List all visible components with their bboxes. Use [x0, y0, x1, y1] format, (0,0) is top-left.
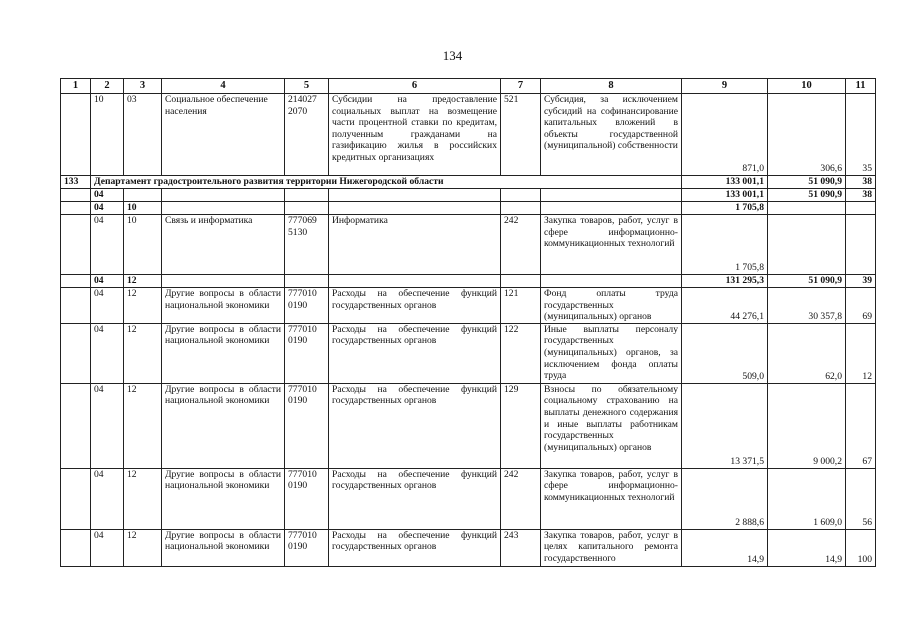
cell-percent: 35 [846, 94, 876, 176]
cell-plan: 1 705,8 [682, 202, 768, 215]
cell-percent: 69 [846, 288, 876, 324]
cell-plan: 44 276,1 [682, 288, 768, 324]
cell-subsection: 10 [124, 202, 162, 215]
cell-expense-name: Взносы по обязательному социальному страхованию на выплаты денежного содержания и иные выплаты работникам государственных (муниципальных) органов [541, 383, 682, 468]
cell-target-article: 777010 0190 [285, 288, 329, 324]
cell-expense-type: 242 [501, 468, 541, 529]
cell-percent: 100 [846, 529, 876, 566]
cell-plan: 2 888,6 [682, 468, 768, 529]
table-row [61, 529, 876, 566]
cell-subsection-name: Другие вопросы в области национальной экономики [162, 468, 285, 529]
column-header: 1 [61, 79, 91, 94]
cell-plan: 509,0 [682, 323, 768, 383]
cell-target-name: Информатика [329, 215, 501, 275]
page-number: 134 [442, 48, 463, 63]
cell-expense-type: 243 [501, 529, 541, 566]
cell-percent [846, 215, 876, 275]
cell-target-article: 777010 0190 [285, 383, 329, 468]
cell-section: 04 [91, 215, 124, 275]
cell-subsection: 12 [124, 529, 162, 566]
department-row [61, 176, 876, 189]
budget-table [60, 78, 876, 567]
subsection-row [61, 202, 876, 215]
table-row [61, 94, 876, 176]
cell-target-article: 777069 5130 [285, 215, 329, 275]
cell-expense-type: 129 [501, 383, 541, 468]
column-header: 7 [501, 79, 541, 94]
cell-actual: 9 000,2 [768, 383, 846, 468]
cell-subsection: 03 [124, 94, 162, 176]
cell-expense-name: Закупка товаров, работ, услуг в сфере информационно-коммуникационных технологий [541, 468, 682, 529]
cell-percent: 67 [846, 383, 876, 468]
cell-section: 04 [91, 189, 124, 202]
cell-subsection-name: Социальное обеспечение населения [162, 94, 285, 176]
cell-expense-name: Субсидия, за исключением субсидий на софинансирование капитальных вложений в объекты государственной (муниципальной) собственности [541, 94, 682, 176]
table-row [61, 288, 876, 324]
cell-subsection: 12 [124, 275, 162, 288]
table-row [61, 323, 876, 383]
cell-section: 04 [91, 275, 124, 288]
cell-target-name: Расходы на обеспечение функций государственных органов [329, 323, 501, 383]
cell-subsection: 12 [124, 288, 162, 324]
cell-actual: 306,6 [768, 94, 846, 176]
cell-section: 04 [91, 323, 124, 383]
cell-percent: 38 [846, 176, 876, 189]
cell-target-name: Расходы на обеспечение функций государственных органов [329, 288, 501, 324]
column-header: 2 [91, 79, 124, 94]
cell-expense-type: 242 [501, 215, 541, 275]
cell-percent [846, 202, 876, 215]
cell-expense-name: Закупка товаров, работ, услуг в целях капитального ремонта государственного [541, 529, 682, 566]
cell-actual: 51 090,9 [768, 275, 846, 288]
cell-subsection-name: Другие вопросы в области национальной экономики [162, 288, 285, 324]
cell-target-name: Субсидии на предоставление социальных выплат на возмещение части процентной ставки по кредитам, полученным гражданами на газификацию жилья в российских кредитных организациях [329, 94, 501, 176]
column-header: 6 [329, 79, 501, 94]
cell-department-code: 133 [61, 176, 91, 189]
cell-plan: 131 295,3 [682, 275, 768, 288]
cell-expense-type: 121 [501, 288, 541, 324]
cell-expense-type: 122 [501, 323, 541, 383]
cell-target-name: Расходы на обеспечение функций государственных органов [329, 383, 501, 468]
column-header-row [61, 79, 876, 94]
cell-percent: 56 [846, 468, 876, 529]
table-row [61, 383, 876, 468]
table-row [61, 468, 876, 529]
cell-actual [768, 202, 846, 215]
subsection-row [61, 275, 876, 288]
cell-target-name: Расходы на обеспечение функций государственных органов [329, 529, 501, 566]
cell-target-article: 214027 2070 [285, 94, 329, 176]
cell-percent: 38 [846, 189, 876, 202]
cell-section: 04 [91, 468, 124, 529]
cell-expense-type: 521 [501, 94, 541, 176]
cell-percent: 12 [846, 323, 876, 383]
cell-actual: 51 090,9 [768, 189, 846, 202]
cell-subsection-name: Другие вопросы в области национальной экономики [162, 383, 285, 468]
column-header: 10 [768, 79, 846, 94]
cell-actual: 30 357,8 [768, 288, 846, 324]
cell-actual: 51 090,9 [768, 176, 846, 189]
column-header: 4 [162, 79, 285, 94]
cell-section: 04 [91, 288, 124, 324]
cell-plan: 14,9 [682, 529, 768, 566]
cell-section: 04 [91, 202, 124, 215]
cell-plan: 1 705,8 [682, 215, 768, 275]
section-row [61, 189, 876, 202]
column-header: 11 [846, 79, 876, 94]
cell-subsection: 10 [124, 215, 162, 275]
cell-department-name: Департамент градостроительного развития территории Нижегородской области [91, 176, 682, 189]
column-header: 3 [124, 79, 162, 94]
cell-subsection-name: Другие вопросы в области национальной экономики [162, 529, 285, 566]
cell-section: 10 [91, 94, 124, 176]
cell-subsection-name: Другие вопросы в области национальной экономики [162, 323, 285, 383]
cell-section: 04 [91, 529, 124, 566]
cell-actual: 14,9 [768, 529, 846, 566]
cell-section-code [61, 94, 91, 176]
cell-actual: 1 609,0 [768, 468, 846, 529]
cell-plan: 133 001,1 [682, 176, 768, 189]
cell-actual: 62,0 [768, 323, 846, 383]
cell-expense-name: Закупка товаров, работ, услуг в сфере информационно-коммуникационных технологий [541, 215, 682, 275]
cell-plan: 13 371,5 [682, 383, 768, 468]
table-row [61, 215, 876, 275]
cell-section: 04 [91, 383, 124, 468]
cell-actual [768, 215, 846, 275]
cell-target-article: 777010 0190 [285, 529, 329, 566]
cell-target-article: 777010 0190 [285, 323, 329, 383]
column-header: 8 [541, 79, 682, 94]
cell-plan: 133 001,1 [682, 189, 768, 202]
column-header: 5 [285, 79, 329, 94]
cell-expense-name: Иные выплаты персоналу государственных (муниципальных) органов, за исключением фонда оплаты труда [541, 323, 682, 383]
cell-plan: 871,0 [682, 94, 768, 176]
cell-subsection: 12 [124, 323, 162, 383]
cell-target-article: 777010 0190 [285, 468, 329, 529]
cell-subsection: 12 [124, 468, 162, 529]
cell-subsection-name: Связь и информатика [162, 215, 285, 275]
cell-target-name: Расходы на обеспечение функций государственных органов [329, 468, 501, 529]
cell-expense-name: Фонд оплаты труда государственных (муниципальных) органов [541, 288, 682, 324]
column-header: 9 [682, 79, 768, 94]
cell-percent: 39 [846, 275, 876, 288]
cell-subsection: 12 [124, 383, 162, 468]
